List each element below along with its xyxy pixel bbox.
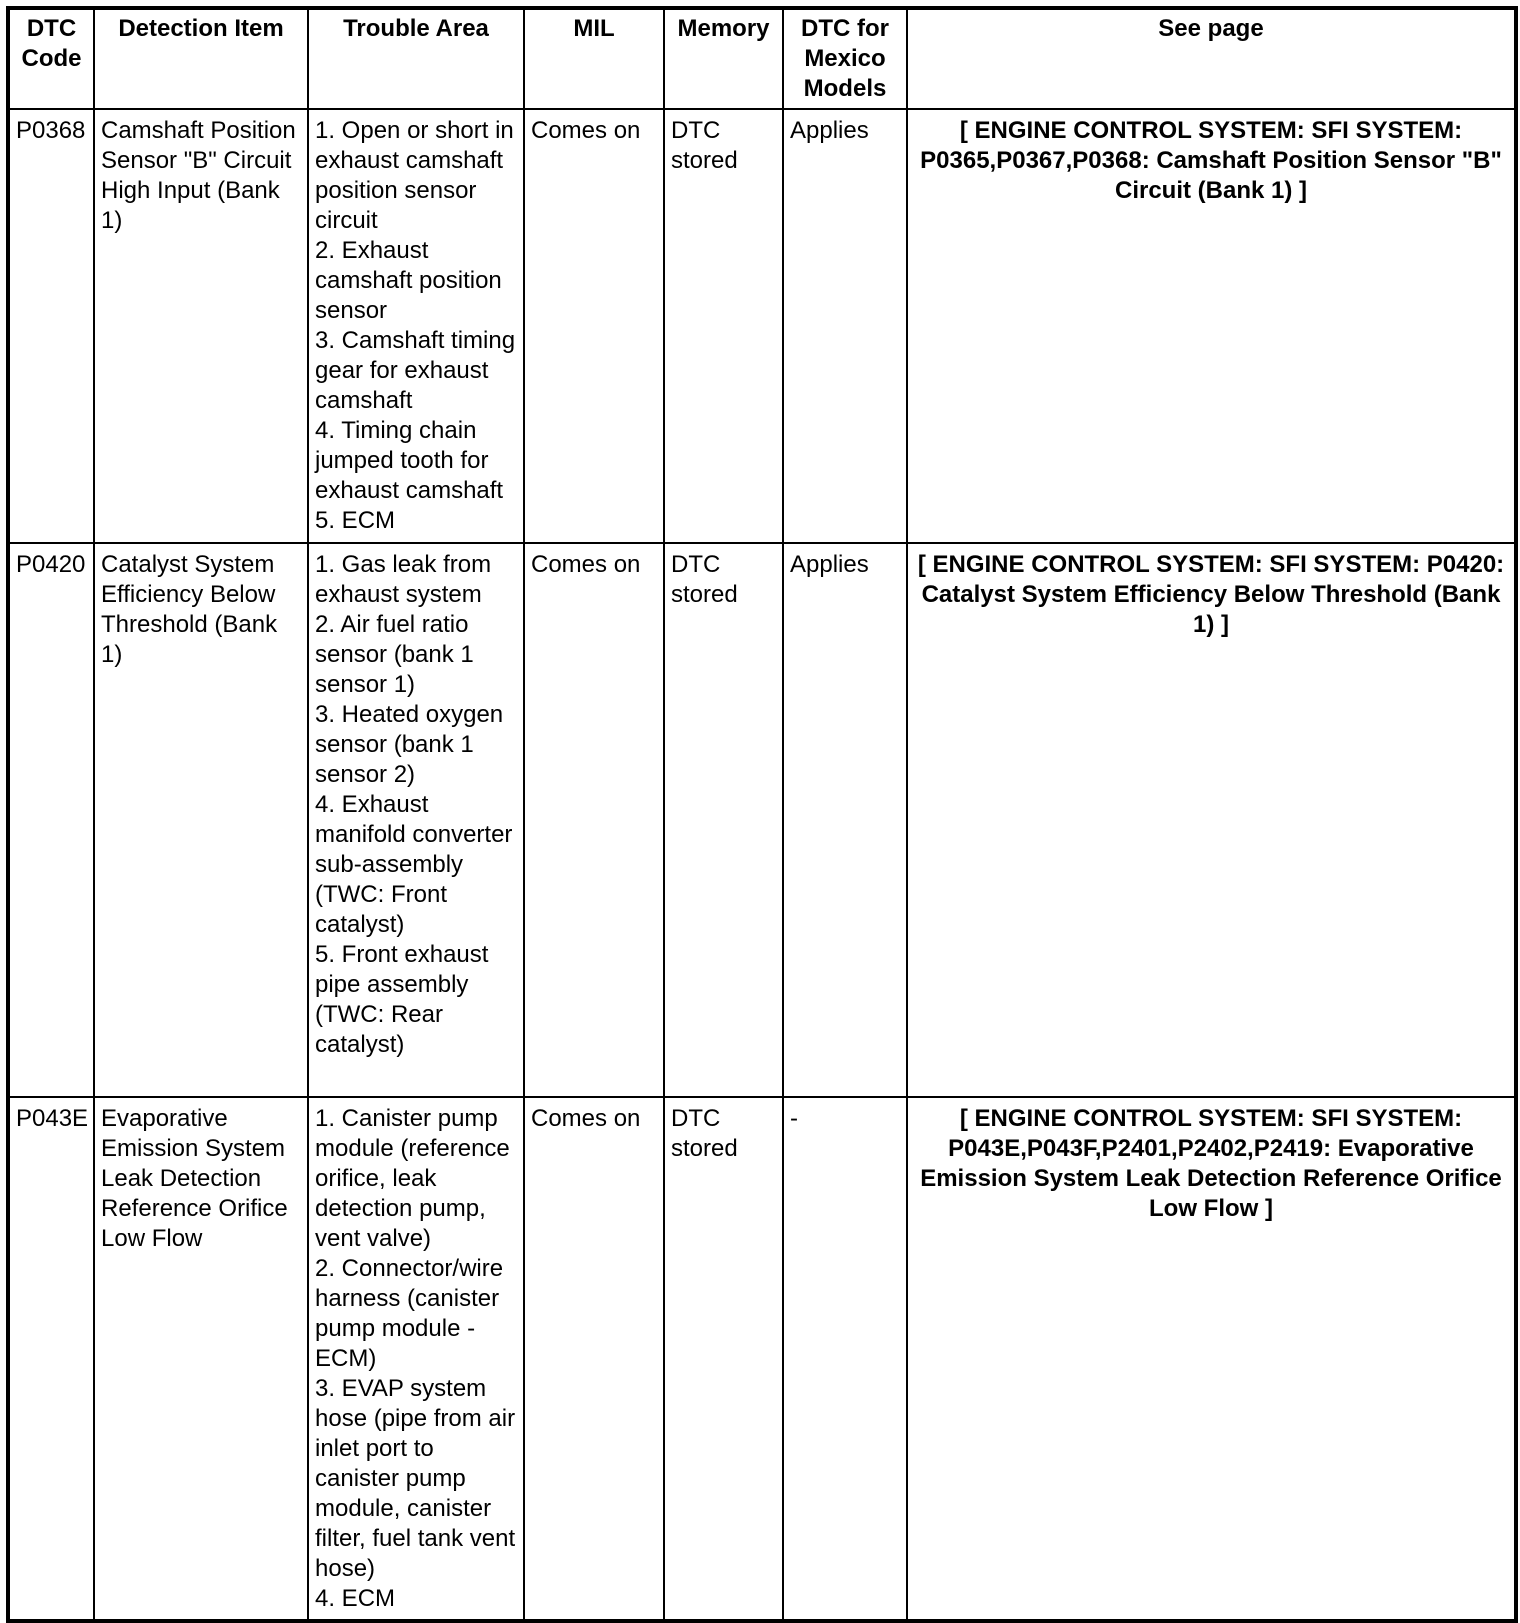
header-memory: Memory	[664, 8, 783, 109]
trouble-area-item: 2. Air fuel ratio sensor (bank 1 sensor 1)	[315, 611, 474, 698]
trouble-area-cell	[308, 1097, 524, 1621]
memory-cell: DTC stored	[664, 109, 783, 543]
table-row	[8, 1097, 1516, 1621]
detection-item-cell: Evaporative Emission System Leak Detection Reference Orifice Low Flow	[94, 1097, 308, 1621]
trouble-area-item: 2. Exhaust camshaft position sensor	[315, 237, 502, 324]
mexico-models-cell: Applies	[783, 543, 907, 1097]
trouble-area-item: 4. ECM	[315, 1585, 396, 1612]
header-dtc-code: DTC Code	[8, 8, 94, 109]
trouble-area-item: 1. Canister pump module (reference orifice, leak detection pump, vent valve)	[315, 1105, 510, 1252]
trouble-area-cell	[308, 109, 524, 543]
header-see-page: See page	[907, 8, 1516, 109]
mil-cell: Comes on	[524, 1097, 664, 1621]
header-detection-item: Detection Item	[94, 8, 308, 109]
see-page-link[interactable]: [ ENGINE CONTROL SYSTEM: SFI SYSTEM: P0365,P0367,P0368: Camshaft Position Sensor "B" Circuit (Bank 1) ]	[907, 109, 1516, 543]
mil-cell: Comes on	[524, 109, 664, 543]
detection-item-cell: Camshaft Position Sensor "B" Circuit High Input (Bank 1)	[94, 109, 308, 543]
dtc-table	[6, 6, 1518, 1623]
mexico-models-cell: -	[783, 1097, 907, 1621]
dtc-code-cell: P0368	[8, 109, 94, 543]
trouble-area-item: 1. Open or short in exhaust camshaft position sensor circuit	[315, 117, 514, 234]
trouble-area-item: 5. ECM	[315, 507, 396, 534]
trouble-area-item: 5. Front exhaust pipe assembly (TWC: Rear catalyst)	[315, 941, 489, 1058]
trouble-area-item: 2. Connector/wire harness (canister pump module - ECM)	[315, 1255, 504, 1372]
trouble-area-item: 3. Camshaft timing gear for exhaust camshaft	[315, 327, 516, 414]
dtc-code-cell: P043E	[8, 1097, 94, 1621]
trouble-area-item: 4. Exhaust manifold converter sub-assembly (TWC: Front catalyst)	[315, 791, 513, 938]
see-page-link[interactable]: [ ENGINE CONTROL SYSTEM: SFI SYSTEM: P0420: Catalyst System Efficiency Below Threshold (Bank 1) ]	[907, 543, 1516, 1097]
trouble-area-cell	[308, 543, 524, 1097]
detection-item-cell: Catalyst System Efficiency Below Threshold (Bank 1)	[94, 543, 308, 1097]
see-page-link[interactable]: [ ENGINE CONTROL SYSTEM: SFI SYSTEM: P043E,P043F,P2401,P2402,P2419: Evaporative Emission System Leak Detection Reference Orifice Low Flow ]	[907, 1097, 1516, 1621]
dtc-code-cell: P0420	[8, 543, 94, 1097]
header-trouble-area: Trouble Area	[308, 8, 524, 109]
memory-cell: DTC stored	[664, 543, 783, 1097]
trouble-area-item: 4. Timing chain jumped tooth for exhaust camshaft	[315, 417, 504, 504]
memory-cell: DTC stored	[664, 1097, 783, 1621]
mil-cell: Comes on	[524, 543, 664, 1097]
table-row	[8, 109, 1516, 543]
header-mil: MIL	[524, 8, 664, 109]
trouble-area-item: 3. Heated oxygen sensor (bank 1 sensor 2)	[315, 701, 504, 788]
mexico-models-cell: Applies	[783, 109, 907, 543]
trouble-area-item: 1. Gas leak from exhaust system	[315, 551, 492, 608]
trouble-area-item: 3. EVAP system hose (pipe from air inlet port to canister pump module, canister filter, fuel tank vent hose)	[315, 1375, 516, 1582]
header-mexico-models: DTC for Mexico Models	[783, 8, 907, 109]
header-row	[8, 8, 1516, 109]
table-row	[8, 543, 1516, 1097]
